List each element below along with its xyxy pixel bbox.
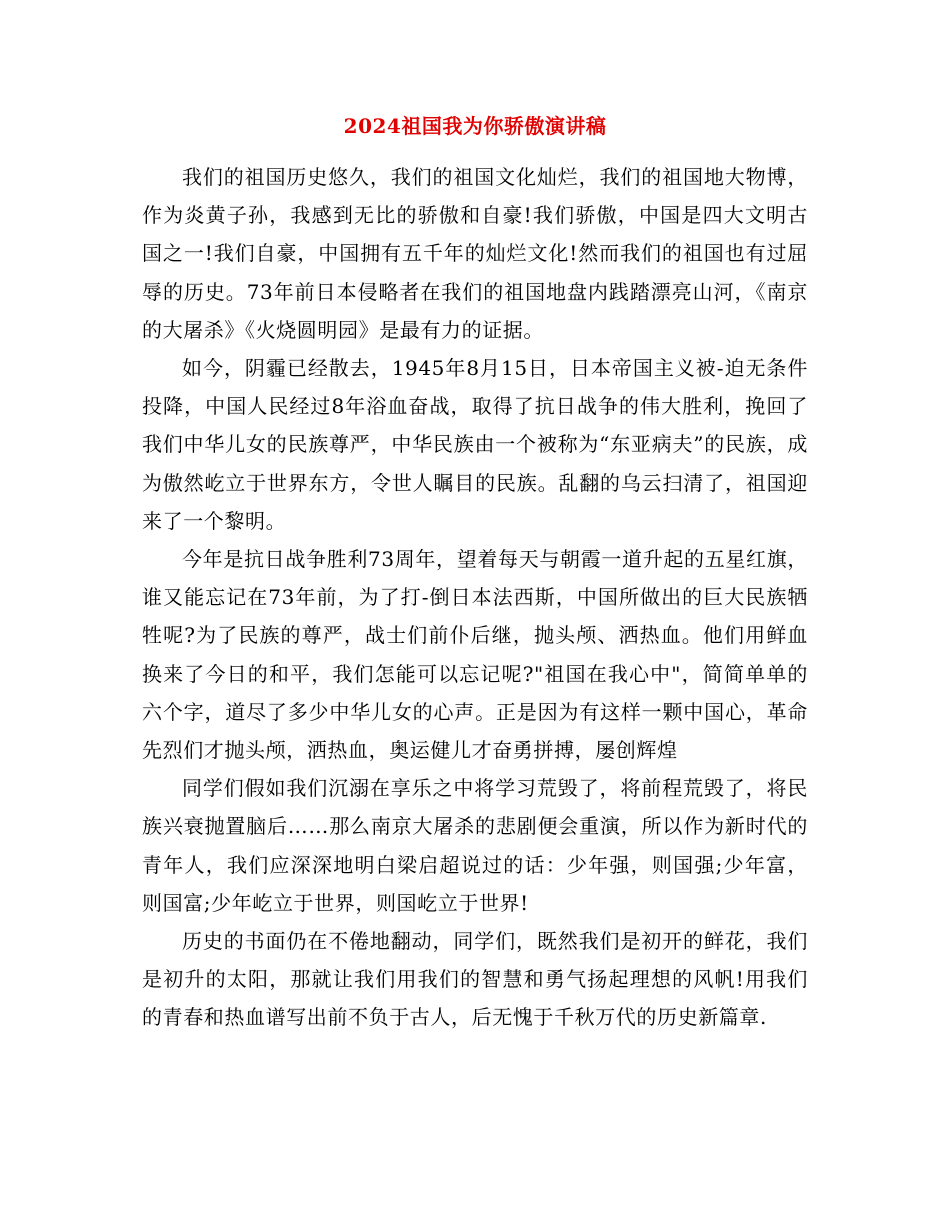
paragraph-3: 今年是抗日战争胜利73周年，望着每天与朝霞一道升起的五星红旗，谁又能忘记在73年前，为了打-倒日本法西斯，中国所做出的巨大民族牺牲呢?为了民族的尊严，战士们前仆后继，抛头颅、洒热血。他们用鲜血换来了今日的和平，我们怎能可以忘记呢?"祖国在我心中"，简简单单的六个字，道尽了多少中华儿女的心声。正是因为有这样一颗中国心，革命先烈们才抛头颅，洒热血，奥运健儿才奋勇拼搏，屡创辉煌 bbox=[142, 547, 808, 763]
paragraph-5: 历史的书面仍在不倦地翻动，同学们，既然我们是初开的鲜花，我们是初升的太阳，那就让我们用我们的智慧和勇气扬起理想的风帆!用我们的青春和热血谱写出前不负于古人，后无愧于千秋万代的历史新篇章. bbox=[142, 929, 808, 1030]
paragraph-1: 我们的祖国历史悠久，我们的祖国文化灿烂，我们的祖国地大物博，作为炎黄子孙，我感到无比的骄傲和自豪!我们骄傲，中国是四大文明古国之一!我们自豪，中国拥有五千年的灿烂文化!然而我们的祖国也有过屈辱的历史。73年前日本侵略者在我们的祖国地盘内践踏漂亮山河，《南京的大屠杀》《火烧圆明园》是最有力的证据。 bbox=[142, 165, 808, 342]
paragraph-2: 如今，阴霾已经散去，1945年8月15日，日本帝国主义被-迫无条件投降，中国人民经过8年浴血奋战，取得了抗日战争的伟大胜利，挽回了我们中华儿女的民族尊严，中华民族由一个被称为“东亚病夫”的民族，成为傲然屹立于世界东方，令世人瞩目的民族。乱翻的乌云扫清了，祖国迎来了一个黎明。 bbox=[142, 356, 808, 533]
paragraph-4: 同学们假如我们沉溺在享乐之中将学习荒毁了，将前程荒毁了，将民族兴衰抛置脑后……那么南京大屠杀的悲剧便会重演，所以作为新时代的青年人，我们应深深地明白梁启超说过的话：少年强，则国强;少年富，则国富;少年屹立于世界，则国屹立于世界! bbox=[142, 776, 808, 915]
document-title: 2024祖国我为你骄傲演讲稿 bbox=[343, 114, 607, 138]
